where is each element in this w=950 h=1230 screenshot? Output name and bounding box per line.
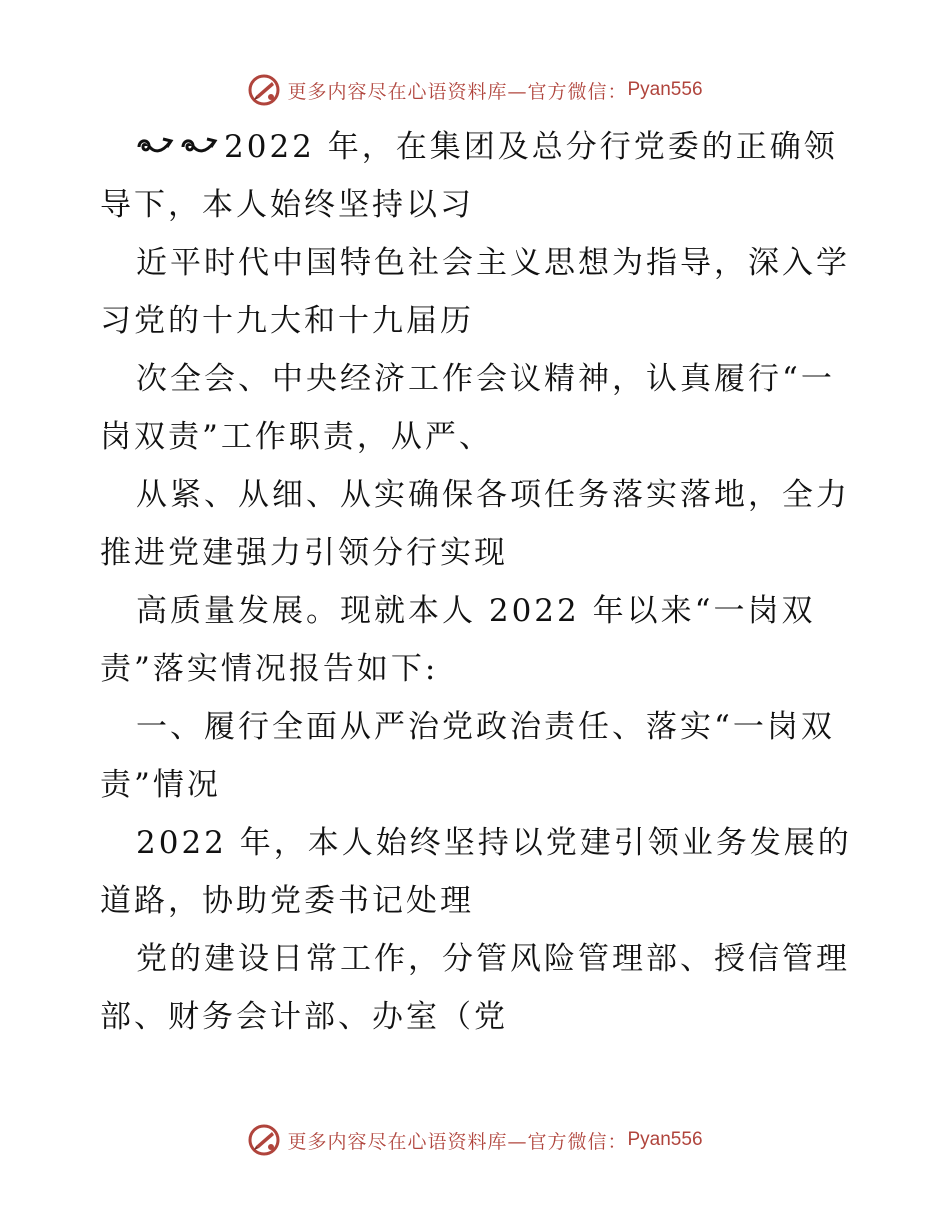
text-line: 次全会、中央经济工作会议精神，认真履行“一 — [136, 361, 835, 397]
text-line: 党的建设日常工作，分管风险管理部、授信管理 — [136, 941, 850, 977]
seal-logo-icon — [247, 73, 281, 107]
header-watermark — [0, 70, 950, 110]
document-body — [100, 118, 860, 1046]
text-line: 部、财务会计部、办室（党 — [100, 999, 508, 1035]
text-line: 从紧、从细、从实确保各项任务落实落地，全力 — [136, 477, 850, 513]
paragraph-1 — [100, 118, 860, 234]
watermark-id: Pyan556 — [627, 1129, 703, 1150]
paragraph-5 — [100, 582, 860, 698]
text-line: 2022 年，本人始终坚持以党建引领业务发展的 — [136, 825, 852, 861]
text-line — [100, 118, 860, 176]
text-line: 习党的十九大和十九届历 — [100, 303, 474, 339]
footer-watermark — [0, 1120, 950, 1160]
swirl-ornament-icon — [136, 133, 174, 159]
text-line: 岗双责”工作职责，从严、 — [100, 419, 493, 455]
text-line: 一、履行全面从严治党政治责任、落实“一岗双 — [136, 709, 835, 745]
watermark-text: 更多内容尽在心语资料库—官方微信： — [287, 80, 628, 103]
paragraph-6 — [100, 814, 860, 930]
text-line: 推进党建强力引领分行实现 — [100, 535, 508, 571]
paragraph-3 — [100, 350, 860, 466]
text-line: 近平时代中国特色社会主义思想为指导，深入学 — [136, 245, 850, 281]
text-line: 高质量发展。现就本人 2022 年以来“一岗双 — [136, 593, 816, 629]
watermark-id: Pyan556 — [627, 79, 703, 100]
seal-logo-icon — [247, 1123, 281, 1157]
paragraph-2 — [100, 234, 860, 350]
text-line: 导下，本人始终坚持以习 — [100, 187, 474, 223]
paragraph-4 — [100, 466, 860, 582]
watermark-text: 更多内容尽在心语资料库—官方微信： — [287, 1130, 628, 1153]
text-line: 道路，协助党委书记处理 — [100, 883, 474, 919]
text-line: 责”落实情况报告如下: — [100, 651, 439, 687]
text-line: 责”情况 — [100, 767, 221, 803]
swirl-ornament-icon — [180, 133, 218, 159]
paragraph-7 — [100, 930, 860, 1046]
section-heading-1 — [100, 698, 860, 814]
text-line-content: 2022 年，在集团及总分行党委的正确领 — [224, 129, 838, 165]
